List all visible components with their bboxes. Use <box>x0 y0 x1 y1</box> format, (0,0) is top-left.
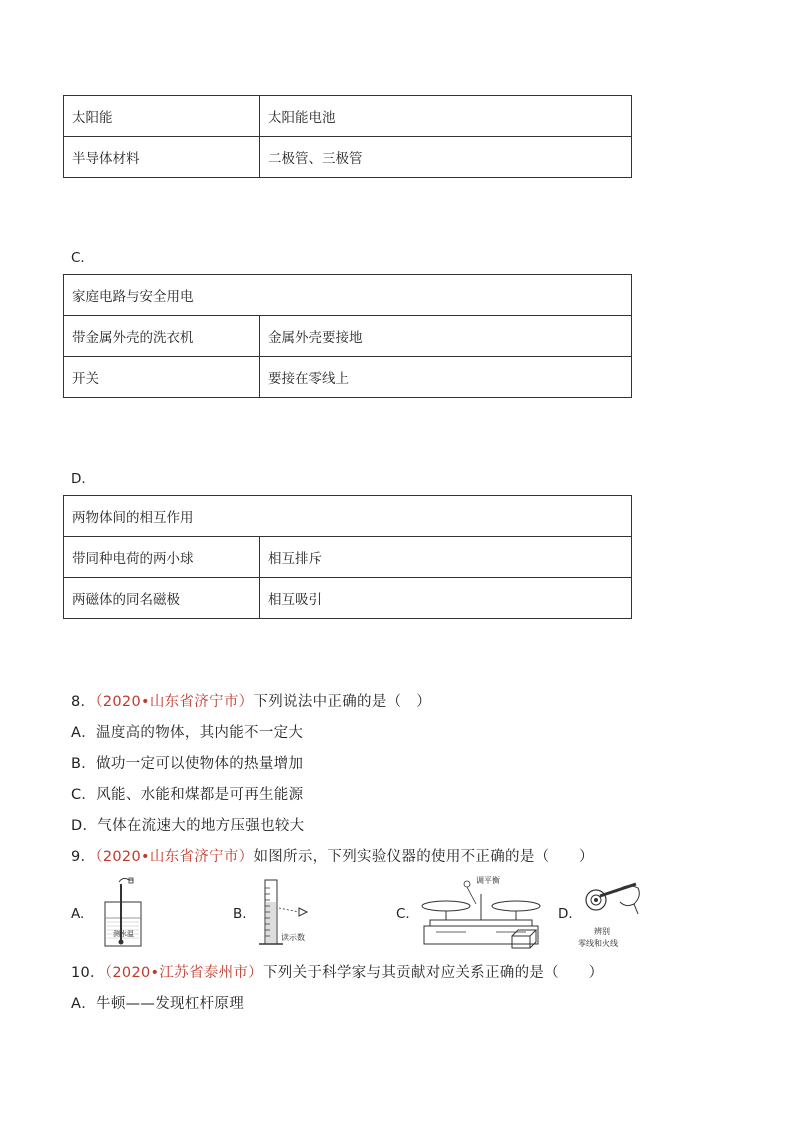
figure-caption: 调平衡 <box>476 876 500 885</box>
table-row <box>64 357 632 398</box>
table-row <box>64 496 632 537</box>
table-cell: 带金属外壳的洗衣机 <box>64 316 260 357</box>
question-8-option-b: B．做功一定可以使物体的热量增加 <box>71 756 304 772</box>
table-row <box>64 96 632 137</box>
question-text: 下列关于科学家与其贡献对应关系正确的是（ ） <box>262 965 604 981</box>
table-cell: 要接在零线上 <box>260 357 632 398</box>
figure-caption: 读示数 <box>281 933 305 942</box>
option-c-label: C. <box>71 250 85 266</box>
question-source: （2020•山东省济宁市） <box>95 849 254 865</box>
question-source: （2020•江苏省泰州市） <box>104 965 263 981</box>
question-source: （2020•山东省济宁市） <box>95 694 254 710</box>
question-text: 下列说法中正确的是（ ） <box>253 694 432 710</box>
figure-caption: 测水温 <box>113 930 134 938</box>
figure-label: A. <box>71 906 85 922</box>
question-number: 8． <box>71 694 96 710</box>
option-d-label: D. <box>71 471 86 487</box>
figure-label: B. <box>233 906 247 922</box>
table-cell: 二极管、三极管 <box>260 137 632 178</box>
question-8-option-c: C．风能、水能和煤都是可再生能源 <box>71 787 304 803</box>
table-cell: 半导体材料 <box>64 137 260 178</box>
question-9-figures <box>71 874 671 954</box>
table-cell: 两磁体的同名磁极 <box>64 578 260 619</box>
question-number: 10． <box>71 965 105 981</box>
question-10-option-a: A．牛顿——发现杠杆原理 <box>71 996 245 1012</box>
question-number: 9． <box>71 849 96 865</box>
table-cell: 带同种电荷的两小球 <box>64 537 260 578</box>
table-cell: 太阳能电池 <box>260 96 632 137</box>
table-cell: 太阳能 <box>64 96 260 137</box>
table-row <box>64 275 632 316</box>
thermometer-beaker-icon <box>99 874 159 952</box>
table-cell: 金属外壳要接地 <box>260 316 632 357</box>
figure-label: C. <box>396 906 410 922</box>
question-8-stem <box>71 690 431 711</box>
table-header-cell: 家庭电路与安全用电 <box>64 275 632 316</box>
question-9-stem <box>71 845 594 866</box>
table-row <box>64 137 632 178</box>
question-8-option-a: A．温度高的物体，其内能不一定大 <box>71 725 304 741</box>
question-8-option-d: D．气体在流速大的地方压强也较大 <box>71 818 305 834</box>
table-c <box>63 274 632 398</box>
table-d <box>63 495 632 619</box>
question-text: 如图所示，下列实验仪器的使用不正确的是（ ） <box>253 849 594 865</box>
question-10-stem <box>71 961 603 982</box>
figure-label: D. <box>558 906 573 922</box>
test-pen-icon <box>576 874 666 952</box>
table-header-cell: 两物体间的相互作用 <box>64 496 632 537</box>
balance-scale-icon <box>416 874 566 952</box>
table-row <box>64 316 632 357</box>
table-row <box>64 537 632 578</box>
figure-caption-line2: 零线和火线 <box>578 939 618 948</box>
graduated-cylinder-icon <box>255 874 335 952</box>
table-a <box>63 95 632 178</box>
table-cell: 相互吸引 <box>260 578 632 619</box>
table-cell: 开关 <box>64 357 260 398</box>
figure-caption-line1: 辨别 <box>594 927 610 936</box>
table-row <box>64 578 632 619</box>
table-cell: 相互排斥 <box>260 537 632 578</box>
